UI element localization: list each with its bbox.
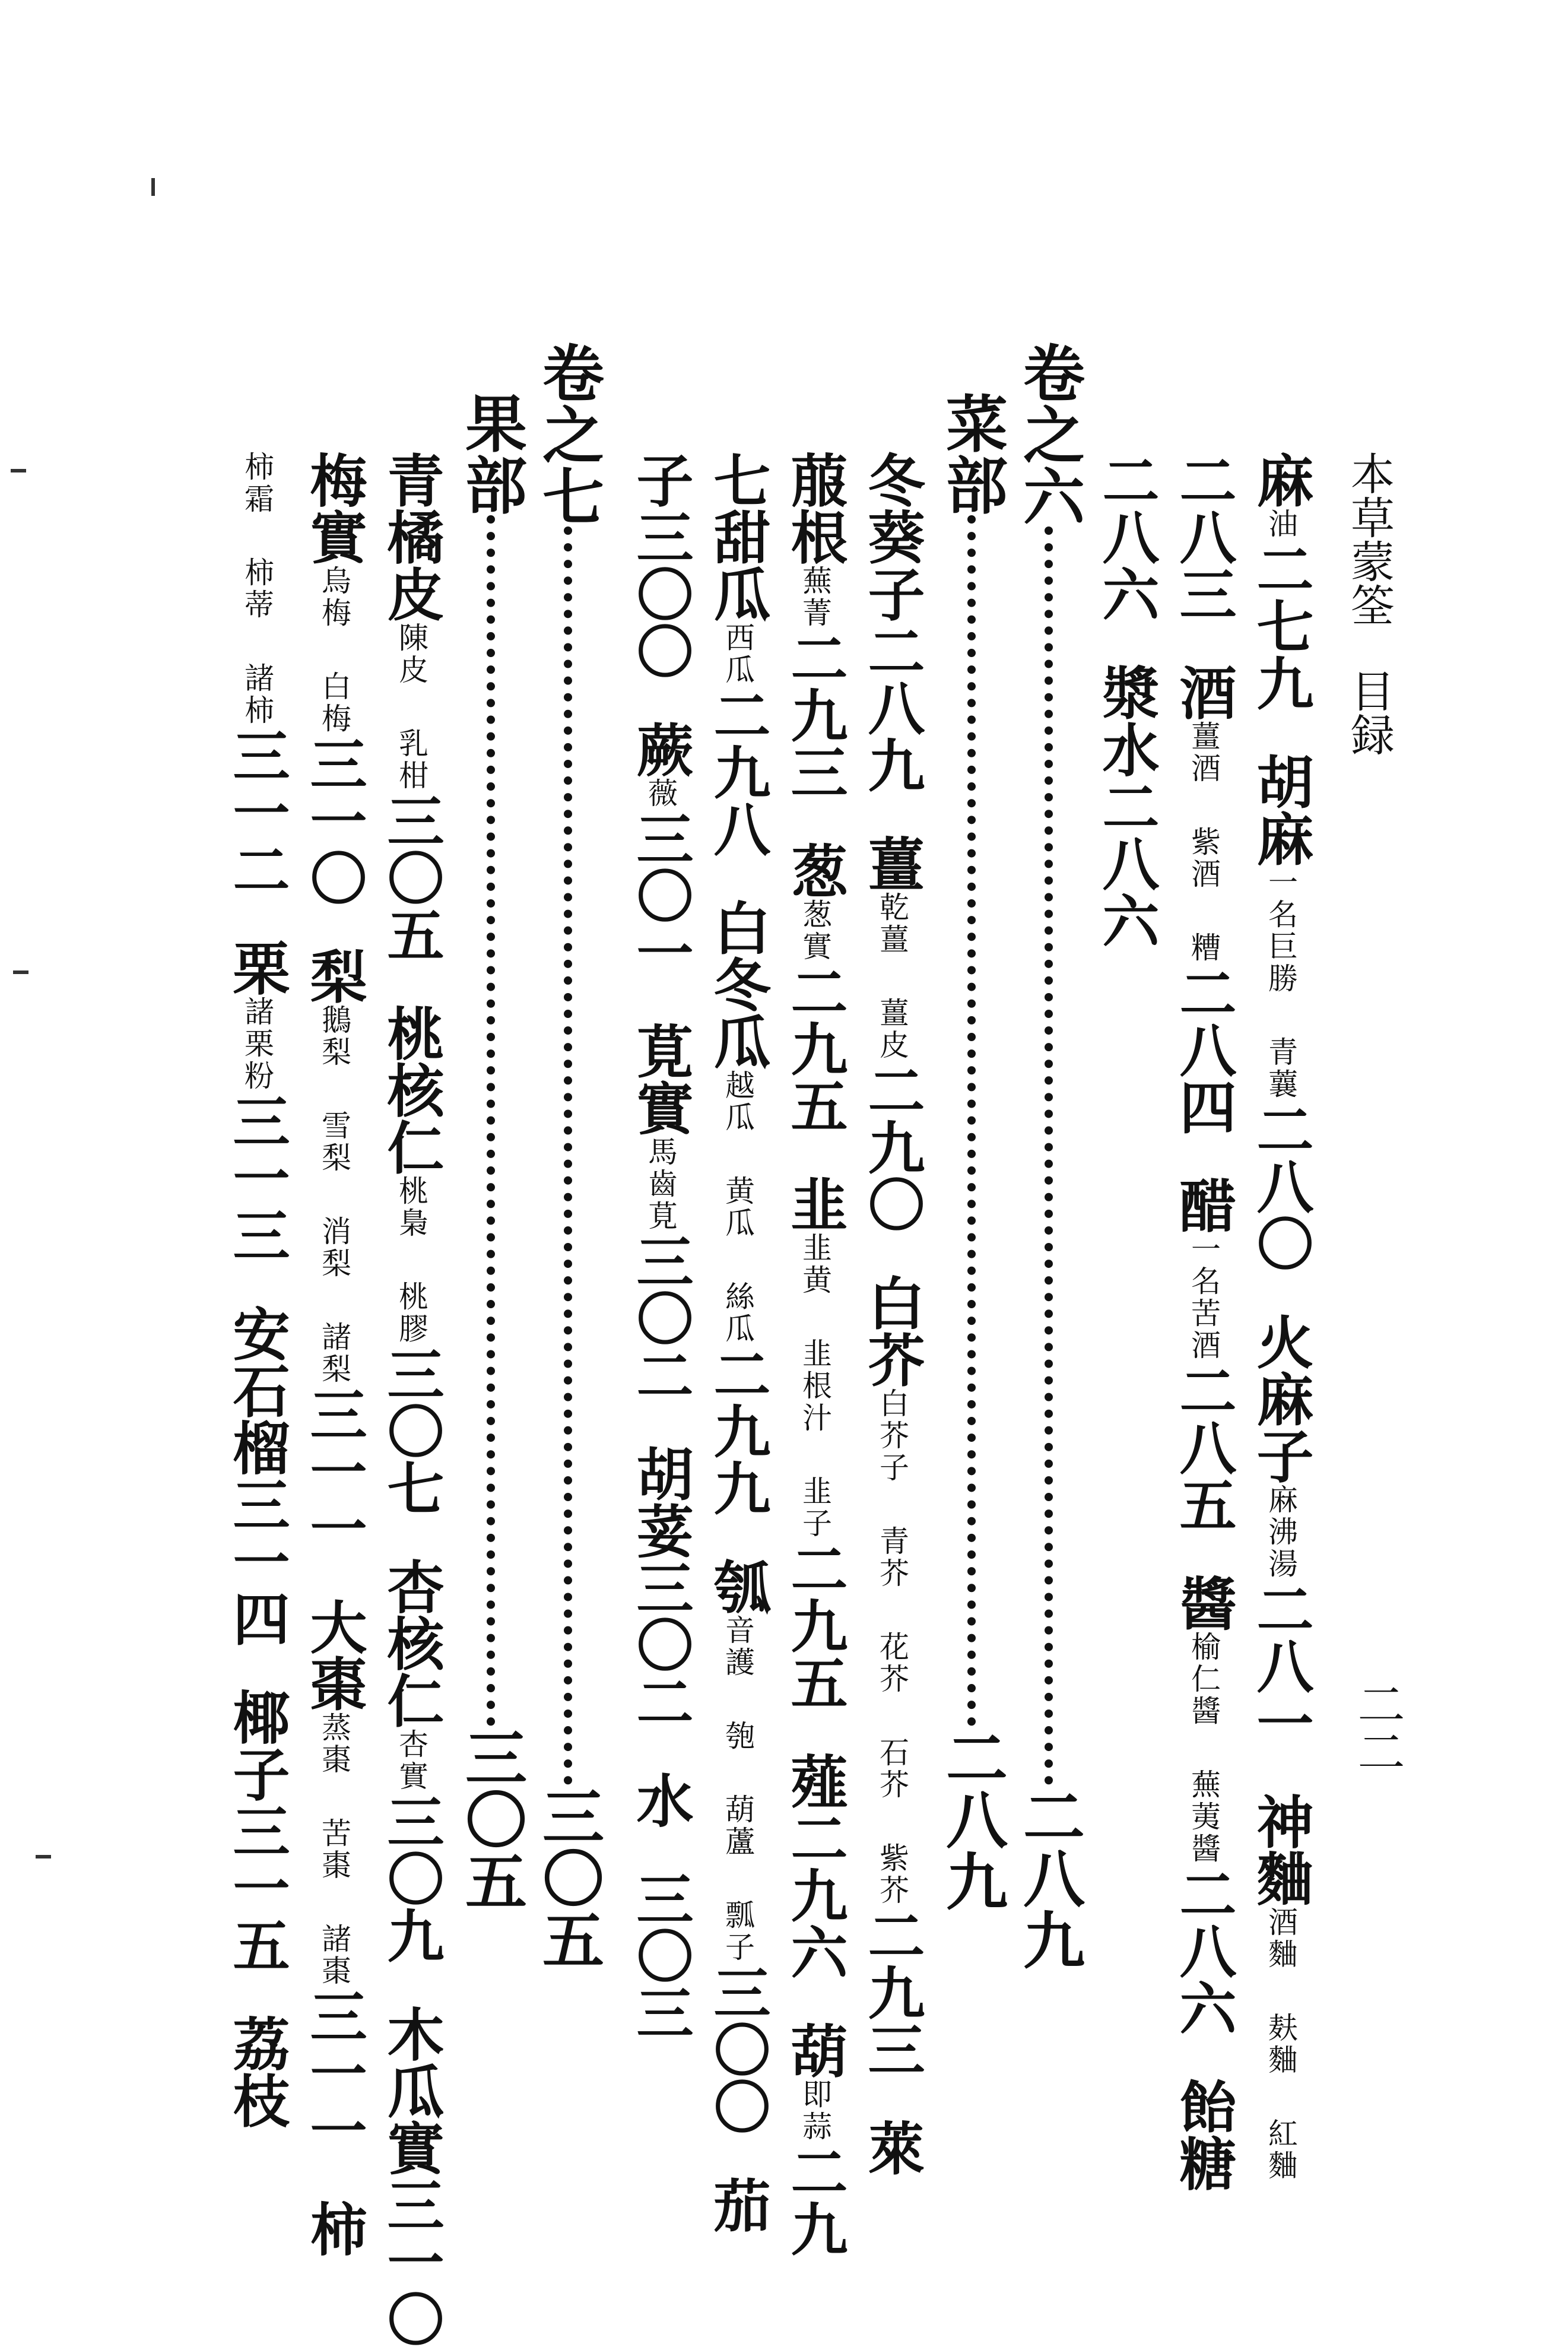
annotation-text: 紅麯: [1264, 2118, 1298, 2182]
annotation-text: 烏梅: [317, 565, 351, 629]
entry-text: 二九九: [704, 1345, 772, 1516]
entry-text: 三〇五: [532, 1785, 605, 1970]
section-heading-vegetables: [935, 392, 1008, 1911]
annotation-text: 杏實: [394, 1728, 428, 1793]
annotation-text: 油: [1264, 508, 1298, 540]
entry-text: 薤二九六: [782, 1752, 849, 1980]
annotation-text: 馬齒莧: [643, 1136, 678, 1232]
entry-text: 麻: [1248, 451, 1315, 508]
annotation-text: 諸栗粉: [240, 996, 274, 1092]
annotation-text: 韭根汁: [798, 1338, 832, 1434]
annotation-text: 即蒜: [798, 2079, 832, 2143]
scan-speck: [36, 1855, 51, 1858]
entry-text: 卷之七: [532, 341, 605, 527]
entry-text: 安石榴三一四: [224, 1305, 291, 1647]
entry-text: 葫: [782, 2022, 849, 2079]
annotation-text: 白梅: [317, 671, 351, 735]
entry-text: 杏核仁: [378, 1558, 445, 1728]
annotation-text: 糟: [1186, 932, 1221, 964]
entry-text: 韭: [782, 1175, 849, 1232]
annotation-text: 韭子: [798, 1476, 832, 1540]
entry-text: 三一〇: [301, 735, 368, 906]
entry-text: 萊: [859, 2119, 926, 2176]
scan-speck: [11, 469, 26, 472]
entry-text: 二九八: [704, 686, 772, 857]
annotation-text: 苦棗: [317, 1818, 351, 1882]
entry-text: 三一三: [224, 1092, 291, 1263]
annotation-text: 諸梨: [317, 1321, 351, 1385]
entry-text: 蕨: [627, 721, 694, 778]
annotation-text: 薑酒: [1186, 721, 1221, 785]
annotation-text: 諸柿: [240, 662, 274, 727]
annotation-text: 一名苦酒: [1186, 1233, 1221, 1362]
entry-text: 醬: [1170, 1574, 1237, 1631]
entry-text: 二八九: [1012, 1785, 1085, 1970]
entry-text: 二八五: [1170, 1362, 1237, 1533]
entry-column-14: [224, 451, 291, 2129]
entry-text: 酒: [1170, 664, 1237, 721]
entry-column-12: [378, 451, 445, 2347]
annotation-text: 雪梨: [317, 1110, 351, 1174]
annotation-text: 乳柑: [394, 728, 428, 792]
annotation-text: 西瓜: [720, 622, 755, 686]
annotation-text: 薑皮: [875, 997, 909, 1061]
section-label: 目録: [1344, 668, 1395, 756]
entry-text: 白冬瓜: [704, 899, 772, 1070]
entry-text: 二八四: [1170, 964, 1237, 1135]
entry-text: 胡麻: [1248, 753, 1315, 867]
dotted-leader: [564, 527, 572, 1785]
entry-text: 三〇二: [627, 1232, 694, 1403]
entry-text: 栗: [224, 939, 291, 996]
entry-text: 飴糖: [1170, 2078, 1237, 2191]
annotation-text: 柿蒂: [240, 557, 274, 621]
annotation-text: 青芥: [875, 1525, 909, 1590]
entry-text: 三〇三: [627, 1870, 694, 2041]
entry-text: 二九〇: [859, 1061, 926, 1232]
entry-text: 三〇九: [378, 1793, 445, 1964]
annotation-text: 麸麯: [1264, 2012, 1298, 2076]
annotation-text: 麻沸湯: [1264, 1484, 1298, 1580]
entry-text: 荔枝: [224, 2015, 291, 2129]
volume-heading-7: [532, 341, 605, 1970]
dotted-leader: [967, 515, 976, 1726]
entry-text: 大棗: [301, 1598, 368, 1712]
entry-text: 水: [627, 1771, 694, 1828]
entry-text: 青橘皮: [378, 451, 445, 622]
entry-column-9: [627, 451, 694, 2041]
annotation-text: 薇: [643, 778, 678, 810]
annotation-text: 鵝梨: [317, 1004, 351, 1068]
entry-text: 菜部: [935, 392, 1008, 515]
annotation-text: 桃梟: [394, 1175, 428, 1239]
entry-text: 七甜瓜: [704, 451, 772, 622]
title-text: 本草蒙筌: [1344, 451, 1395, 627]
annotation-text: 石芥: [875, 1737, 909, 1801]
entry-text: 二八〇: [1248, 1100, 1315, 1271]
entry-text: 子三〇〇: [627, 451, 694, 679]
page-number: 二二: [1350, 1680, 1405, 1775]
entry-column-3: [1093, 451, 1160, 949]
entry-text: 茄: [704, 2176, 772, 2233]
entry-text: 二九: [782, 2143, 849, 2257]
annotation-text: 韭黄: [798, 1232, 832, 1296]
entry-text: 木瓜實三一〇: [378, 2005, 445, 2347]
annotation-text: 葱實: [798, 899, 832, 963]
annotation-text: 桃膠: [394, 1281, 428, 1345]
entry-text: 三〇五: [378, 792, 445, 963]
annotation-text: 紫酒: [1186, 826, 1221, 890]
annotation-text: 消梨: [317, 1216, 351, 1280]
entry-text: 梅實: [301, 451, 368, 565]
annotation-text: 音護: [720, 1615, 755, 1679]
annotation-text: 蕪菁: [798, 565, 832, 629]
entry-column-13: [301, 451, 368, 2257]
entry-text: 二八九: [935, 1726, 1008, 1911]
entry-text: 二九五: [782, 963, 849, 1134]
annotation-text: 紫芥: [875, 1842, 909, 1907]
entry-text: 葱: [782, 842, 849, 899]
volume-heading-6: [1012, 341, 1085, 1970]
dotted-leader: [487, 515, 495, 1726]
scan-speck: [151, 178, 155, 196]
entry-column-8: [704, 451, 772, 2233]
entry-text: 二八六: [1093, 451, 1160, 622]
annotation-text: 榆仁醬: [1186, 1631, 1221, 1727]
annotation-text: 蒸棗: [317, 1712, 351, 1776]
entry-text: 二八三: [1170, 451, 1237, 622]
annotation-text: 諸棗: [317, 1923, 351, 1987]
entry-text: 柿: [301, 2200, 368, 2257]
annotation-text: 柿霜: [240, 451, 274, 515]
entry-text: 火麻子: [1248, 1313, 1315, 1484]
entry-text: 三一二: [224, 727, 291, 897]
entry-text: 菔根: [782, 451, 849, 565]
entry-text: 白芥: [859, 1274, 926, 1388]
book-title: [1344, 451, 1395, 756]
entry-text: 二八六: [1170, 1865, 1237, 2036]
entry-text: 醋: [1170, 1176, 1237, 1233]
entry-text: 薑: [859, 835, 926, 892]
entry-text: 二八一: [1248, 1580, 1315, 1751]
entry-text: 二九五: [782, 1540, 849, 1711]
entry-column-1: [1248, 451, 1315, 2182]
annotation-text: 白芥子: [875, 1388, 909, 1484]
entry-column-6: [859, 451, 926, 2176]
entry-text: 胡荽三〇二: [627, 1445, 694, 1730]
entry-text: 三一一: [301, 1385, 368, 1556]
annotation-text: 酒麯: [1264, 1907, 1298, 1971]
entry-text: 瓠: [704, 1558, 772, 1615]
annotation-text: 黄瓜: [720, 1175, 755, 1239]
scan-speck: [13, 970, 28, 974]
annotation-text: 陳皮: [394, 622, 428, 686]
entry-text: 莧實: [627, 1022, 694, 1136]
annotation-text: 一名巨勝: [1264, 867, 1298, 995]
annotation-text: 蕪荑醬: [1186, 1769, 1221, 1865]
entry-text: 梨: [301, 947, 368, 1004]
annotation-text: 瓢子: [720, 1899, 755, 1964]
entry-column-2: [1170, 451, 1237, 2191]
entry-text: 麯: [1248, 1850, 1315, 1907]
entry-text: 三一一: [301, 1987, 368, 2158]
annotation-text: 花芥: [875, 1631, 909, 1695]
entry-text: 三〇七: [378, 1345, 445, 1516]
entry-text: 神: [1248, 1793, 1315, 1850]
entry-text: 漿水二八六: [1093, 664, 1160, 949]
entry-text: 二九三: [782, 629, 849, 800]
entry-text: 二九三: [859, 1907, 926, 2078]
entry-text: 二七九: [1248, 540, 1315, 711]
annotation-text: 乾薑: [875, 892, 909, 956]
annotation-text: 匏: [720, 1720, 755, 1752]
entry-text: 果部: [455, 392, 528, 515]
entry-text: 椰子三一五: [224, 1688, 291, 1973]
entry-text: 三〇一: [627, 810, 694, 981]
section-heading-fruits: [455, 392, 528, 1911]
annotation-text: 青蘘: [1264, 1036, 1298, 1100]
entry-text: 冬葵子二八九: [859, 451, 926, 793]
annotation-text: 葫蘆: [720, 1794, 755, 1858]
annotation-text: 絲瓜: [720, 1281, 755, 1345]
entry-column-7: [782, 451, 849, 2257]
annotation-text: 越瓜: [720, 1070, 755, 1134]
entry-text: 三〇五: [455, 1726, 528, 1911]
entry-text: 三〇〇: [704, 1964, 772, 2134]
dotted-leader: [1045, 527, 1053, 1785]
entry-text: 卷之六: [1012, 341, 1085, 527]
entry-text: 桃核仁: [378, 1004, 445, 1175]
